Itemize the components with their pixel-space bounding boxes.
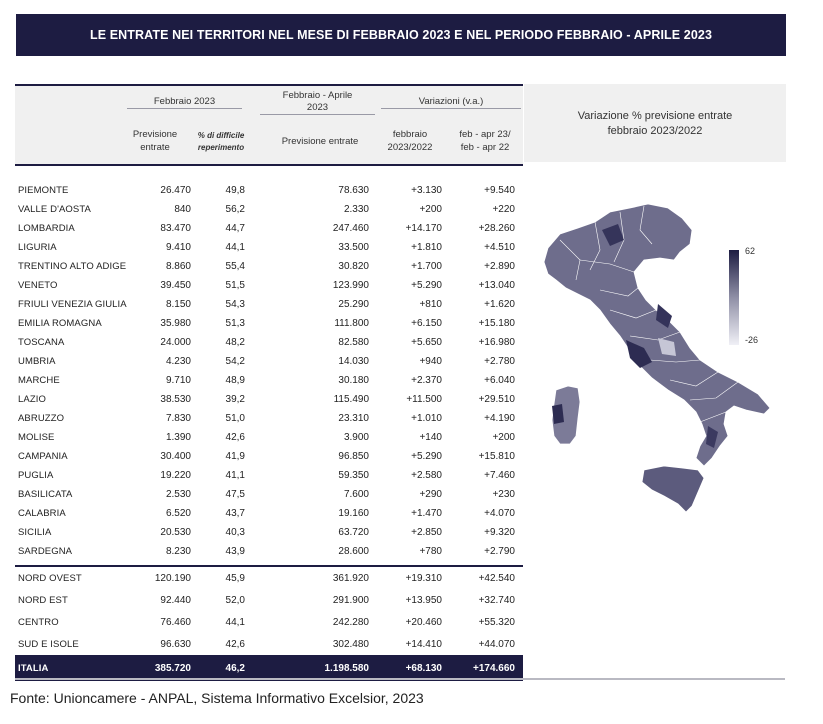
map-sicily xyxy=(642,466,704,512)
region-row-diff: 49,8 xyxy=(225,185,245,196)
map-dark-region-sardinia xyxy=(552,404,564,424)
area-row-var-feb: +19.310 xyxy=(405,572,442,584)
region-row-name: SARDEGNA xyxy=(18,546,73,557)
header-var-period-l1: feb - apr 23/ xyxy=(459,129,511,140)
map-title-line2: febbraio 2023/2022 xyxy=(607,125,703,137)
region-row-feb: 39.450 xyxy=(160,280,191,291)
region-row-feb: 9.710 xyxy=(165,375,191,386)
area-row-var-period: +55.320 xyxy=(478,616,515,628)
area-row-period: 302.480 xyxy=(332,638,369,650)
header-group-period-l2: 2023 xyxy=(260,102,375,115)
header-var-period-l2: feb - apr 22 xyxy=(460,142,510,153)
total-var-feb: +68.130 xyxy=(405,662,442,674)
region-row xyxy=(15,447,523,466)
area-row-var-feb: +14.410 xyxy=(405,638,442,650)
region-row-var-feb: +2.850 xyxy=(411,527,442,538)
region-row-var-feb: +11.500 xyxy=(406,394,442,405)
region-row xyxy=(15,314,523,333)
region-row-feb: 6.520 xyxy=(165,508,191,519)
region-row-feb: 2.530 xyxy=(165,489,191,500)
region-row-name: VALLE D'AOSTA xyxy=(18,204,91,215)
region-row-feb: 8.230 xyxy=(165,546,191,557)
region-row-var-period: +2.780 xyxy=(484,356,515,367)
region-row-var-period: +2.790 xyxy=(484,546,515,557)
region-row-var-feb: +5.650 xyxy=(411,337,442,348)
header-group-feb: Febbraio 2023 xyxy=(127,96,242,109)
region-row-feb: 8.860 xyxy=(165,261,191,272)
region-row xyxy=(15,352,523,371)
area-row-var-period: +44.070 xyxy=(478,638,515,650)
region-row-var-feb: +14.170 xyxy=(405,223,442,234)
area-row-feb: 120.190 xyxy=(154,572,191,584)
region-row-diff: 39,2 xyxy=(225,394,245,405)
region-row-diff: 43,7 xyxy=(225,508,245,519)
region-row xyxy=(15,390,523,409)
region-row-diff: 40,3 xyxy=(225,527,245,538)
region-row-feb: 8.150 xyxy=(165,299,191,310)
region-row-var-period: +16.980 xyxy=(478,337,515,348)
region-row-period: 78.630 xyxy=(338,185,369,196)
bottom-rule xyxy=(15,678,785,680)
region-row-feb: 1.390 xyxy=(165,432,191,443)
region-row-var-period: +9.320 xyxy=(484,527,515,538)
source-note: Fonte: Unioncamere - ANPAL, Sistema Informativo Excelsior, 2023 xyxy=(10,690,424,706)
region-row-name: PIEMONTE xyxy=(18,185,69,196)
area-row-name: CENTRO xyxy=(18,616,59,628)
region-row xyxy=(15,409,523,428)
region-row-diff: 47,5 xyxy=(225,489,245,500)
header-diff-l1: % di difficile xyxy=(197,131,245,140)
region-row-var-feb: +140 xyxy=(419,432,442,443)
header-group-period-l1: Febbraio - Aprile xyxy=(282,90,353,101)
area-row-name: SUD E ISOLE xyxy=(18,638,79,650)
region-row-name: BASILICATA xyxy=(18,489,73,500)
region-row-name: SICILIA xyxy=(18,527,52,538)
region-row-var-period: +230 xyxy=(492,489,515,500)
region-row-name: MARCHE xyxy=(18,375,60,386)
region-row-var-feb: +1.470 xyxy=(411,508,442,519)
region-row-period: 111.800 xyxy=(334,318,369,329)
header-prev-l2: entrate xyxy=(140,142,170,153)
region-row-period: 14.030 xyxy=(338,356,369,367)
region-row xyxy=(15,485,523,504)
region-row-period: 19.160 xyxy=(338,508,369,519)
region-row-period: 33.500 xyxy=(338,242,369,253)
region-row-name: CALABRIA xyxy=(18,508,66,519)
region-row-period: 7.600 xyxy=(343,489,369,500)
region-row-feb: 26.470 xyxy=(160,185,191,196)
region-row-name: VENETO xyxy=(18,280,58,291)
region-row-diff: 54,3 xyxy=(225,299,245,310)
map-legend-max: 62 xyxy=(745,246,756,256)
total-period: 1.198.580 xyxy=(324,662,369,674)
area-row-period: 291.900 xyxy=(332,594,369,606)
area-row-var-feb: +20.460 xyxy=(405,616,442,628)
region-row-var-period: +200 xyxy=(492,432,515,443)
region-row-period: 2.330 xyxy=(343,204,369,215)
region-row-feb: 38.530 xyxy=(160,394,191,405)
region-row-var-feb: +3.130 xyxy=(411,185,442,196)
region-row-feb: 7.830 xyxy=(165,413,191,424)
region-row-period: 23.310 xyxy=(338,413,369,424)
region-row-var-period: +4.510 xyxy=(484,242,515,253)
table-header xyxy=(15,84,523,166)
map-legend-gradient xyxy=(729,250,739,345)
region-row-var-period: +15.180 xyxy=(478,318,515,329)
region-row-feb: 4.230 xyxy=(165,356,191,367)
region-row-feb: 24.000 xyxy=(160,337,191,348)
area-row-var-feb: +13.950 xyxy=(405,594,442,606)
region-row xyxy=(15,542,523,561)
region-row xyxy=(15,257,523,276)
region-row-name: LIGURIA xyxy=(18,242,57,253)
region-row-name: UMBRIA xyxy=(18,356,56,367)
region-row-feb: 9.410 xyxy=(165,242,191,253)
region-row-diff: 48,2 xyxy=(225,337,245,348)
region-row-name: TOSCANA xyxy=(18,337,65,348)
map-title-line1: Variazione % previsione entrate xyxy=(577,110,733,122)
area-row-period: 361.920 xyxy=(332,572,369,584)
region-row-var-period: +15.810 xyxy=(478,451,515,462)
region-row-diff: 43,9 xyxy=(225,546,245,557)
region-row-diff: 51,5 xyxy=(225,280,245,291)
region-row-name: TRENTINO ALTO ADIGE xyxy=(18,261,127,272)
region-row-feb: 35.980 xyxy=(160,318,191,329)
header-diff-l2: reperimento xyxy=(197,143,245,152)
region-row-var-feb: +940 xyxy=(419,356,442,367)
regions-body xyxy=(15,166,523,565)
region-row xyxy=(15,504,523,523)
region-row-period: 115.490 xyxy=(333,394,369,405)
region-row-diff: 55,4 xyxy=(225,261,245,272)
region-row xyxy=(15,333,523,352)
region-row xyxy=(15,219,523,238)
region-row-period: 63.720 xyxy=(338,527,369,538)
map-legend-min: -26 xyxy=(745,335,759,345)
region-row-var-period: +1.620 xyxy=(484,299,515,310)
area-row-feb: 92.440 xyxy=(160,594,191,606)
data-table xyxy=(15,84,523,681)
header-prev-l1: Previsione xyxy=(132,129,178,140)
region-row-period: 25.290 xyxy=(338,299,369,310)
region-row xyxy=(15,295,523,314)
region-row-diff: 41,9 xyxy=(225,451,245,462)
region-row-var-period: +7.460 xyxy=(484,470,515,481)
total-diff: 46,2 xyxy=(225,662,245,674)
region-row-period: 82.580 xyxy=(338,337,369,348)
region-row-name: EMILIA ROMAGNA xyxy=(18,318,102,329)
region-row-feb: 840 xyxy=(174,204,191,215)
header-period: Previsione entrate xyxy=(281,136,359,147)
area-row-name: NORD EST xyxy=(18,594,68,606)
region-row-var-feb: +1.810 xyxy=(411,242,442,253)
region-row-var-period: +220 xyxy=(492,204,515,215)
area-row xyxy=(15,567,523,589)
area-row-diff: 52,0 xyxy=(225,594,245,606)
area-row-var-period: +32.740 xyxy=(478,594,515,606)
header-group-var: Variazioni (v.a.) xyxy=(381,96,521,109)
region-row-period: 123.990 xyxy=(332,280,369,291)
region-row-var-feb: +1.700 xyxy=(411,261,442,272)
map-title xyxy=(540,109,770,139)
region-row xyxy=(15,238,523,257)
region-row-var-feb: +2.580 xyxy=(411,470,442,481)
region-row-period: 3.900 xyxy=(343,432,369,443)
region-row-var-period: +29.510 xyxy=(478,394,515,405)
region-row-var-feb: +290 xyxy=(419,489,442,500)
region-row-name: ABRUZZO xyxy=(18,413,65,424)
italy-choropleth-map xyxy=(540,200,780,520)
region-row-name: LAZIO xyxy=(18,394,46,405)
region-row-var-period: +13.040 xyxy=(478,280,515,291)
area-row-period: 242.280 xyxy=(332,616,369,628)
region-row-period: 30.180 xyxy=(338,375,369,386)
total-name: ITALIA xyxy=(18,662,49,674)
region-row-feb: 30.400 xyxy=(160,451,191,462)
region-row-name: FRIULI VENEZIA GIULIA xyxy=(18,299,127,310)
region-row-feb: 19.220 xyxy=(160,470,191,481)
region-row-period: 247.460 xyxy=(332,223,369,234)
area-row-diff: 44,1 xyxy=(225,616,245,628)
region-row-period: 30.820 xyxy=(338,261,369,272)
region-row-period: 96.850 xyxy=(338,451,369,462)
region-row-diff: 56,2 xyxy=(225,204,245,215)
region-row-diff: 44,1 xyxy=(225,242,245,253)
area-row-name: NORD OVEST xyxy=(18,572,82,584)
area-row-feb: 76.460 xyxy=(160,616,191,628)
region-row-feb: 83.470 xyxy=(160,223,191,234)
region-row-diff: 41,1 xyxy=(225,470,245,481)
region-row-period: 28.600 xyxy=(338,546,369,557)
region-row-var-feb: +2.370 xyxy=(411,375,442,386)
region-row-diff: 48,9 xyxy=(225,375,245,386)
area-row xyxy=(15,589,523,611)
region-row-var-period: +9.540 xyxy=(484,185,515,196)
report-title: LE ENTRATE NEI TERRITORI NEL MESE DI FEBBRAIO 2023 E NEL PERIODO FEBBRAIO - APRILE 2023 xyxy=(16,14,786,56)
area-row xyxy=(15,611,523,633)
region-row-diff: 42,6 xyxy=(225,432,245,443)
region-row-var-period: +4.070 xyxy=(484,508,515,519)
area-row-var-period: +42.540 xyxy=(478,572,515,584)
region-row xyxy=(15,200,523,219)
region-row-var-feb: +5.290 xyxy=(411,280,442,291)
region-row xyxy=(15,276,523,295)
area-row-diff: 42,6 xyxy=(225,638,245,650)
header-var-feb-l2: 2023/2022 xyxy=(387,142,433,153)
region-row xyxy=(15,428,523,447)
header-var-feb-l1: febbraio xyxy=(392,129,428,140)
region-row-feb: 20.530 xyxy=(160,527,191,538)
region-row-var-feb: +5.290 xyxy=(411,451,442,462)
region-row-var-period: +28.260 xyxy=(478,223,515,234)
region-row-var-period: +2.890 xyxy=(484,261,515,272)
total-var-period: +174.660 xyxy=(473,662,515,674)
region-row-name: MOLISE xyxy=(18,432,55,443)
region-row-var-feb: +810 xyxy=(419,299,442,310)
region-row-var-feb: +780 xyxy=(419,546,442,557)
region-row xyxy=(15,181,523,200)
region-row xyxy=(15,466,523,485)
region-row xyxy=(15,371,523,390)
area-row xyxy=(15,633,523,655)
region-row-var-feb: +200 xyxy=(419,204,442,215)
areas-body xyxy=(15,565,523,655)
region-row-diff: 51,3 xyxy=(225,318,245,329)
region-row-var-feb: +6.150 xyxy=(411,318,442,329)
total-feb: 385.720 xyxy=(154,662,191,674)
area-row-feb: 96.630 xyxy=(160,638,191,650)
area-row-diff: 45,9 xyxy=(225,572,245,584)
region-row xyxy=(15,523,523,542)
region-row-diff: 54,2 xyxy=(225,356,245,367)
region-row-var-period: +6.040 xyxy=(484,375,515,386)
region-row-var-feb: +1.010 xyxy=(411,413,442,424)
region-row-var-period: +4.190 xyxy=(484,413,515,424)
region-row-period: 59.350 xyxy=(338,470,369,481)
region-row-diff: 44,7 xyxy=(225,223,245,234)
region-row-name: LOMBARDIA xyxy=(18,223,75,234)
region-row-name: PUGLIA xyxy=(18,470,54,481)
region-row-name: CAMPANIA xyxy=(18,451,68,462)
region-row-diff: 51,0 xyxy=(225,413,245,424)
